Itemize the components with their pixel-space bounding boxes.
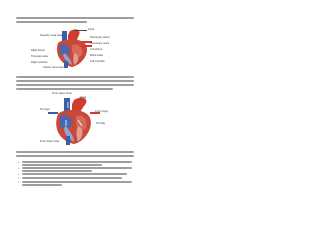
text-line xyxy=(16,88,113,90)
bullet: • xyxy=(18,176,20,180)
list-line xyxy=(22,167,132,169)
list-line xyxy=(22,184,62,186)
text-line xyxy=(16,21,87,23)
label-aorta-2: Aorta xyxy=(80,96,87,99)
list-line xyxy=(22,164,102,166)
label-inferior-vena-cava: Inferior vena cava xyxy=(43,66,64,69)
intro-paragraph xyxy=(16,17,134,25)
text-line xyxy=(16,80,134,82)
bullet: • xyxy=(18,172,20,176)
label-from-upper-body: From upper body xyxy=(52,92,72,95)
label-left-atrium: Left atrium xyxy=(90,48,103,51)
bullet: • xyxy=(18,180,20,184)
list-line xyxy=(22,181,132,183)
label-to-body: To body xyxy=(96,122,106,125)
label-tricuspid-valve: Tricuspid valve xyxy=(31,55,49,58)
label-pulmonary-veins: Pulmonary veins xyxy=(90,42,110,45)
label-left-ventricle: Left ventricle xyxy=(90,60,105,63)
label-right-atrium: Right atrium xyxy=(31,49,45,52)
list-line xyxy=(22,173,127,175)
label-to-lungs: To lungs xyxy=(40,108,50,111)
bottom-paragraph xyxy=(16,151,134,159)
text-line xyxy=(16,155,134,157)
middle-paragraph xyxy=(16,76,134,92)
label-aorta: Aorta xyxy=(88,28,95,31)
text-line xyxy=(16,151,134,153)
label-from-lungs: From lungs xyxy=(95,110,108,113)
label-mitral-valve: Mitral valve xyxy=(90,54,104,57)
label-right-ventricle: Right ventricle xyxy=(31,61,48,64)
list-line xyxy=(22,170,92,172)
label-superior-vena-cava: Superior vena cava xyxy=(40,34,63,37)
text-line xyxy=(16,84,134,86)
text-line xyxy=(16,17,134,19)
bullet: • xyxy=(18,166,20,170)
label-from-lower-body: From lower body xyxy=(40,140,60,143)
label-pulmonary-artery: Pulmonary artery xyxy=(90,36,110,39)
bullet: • xyxy=(18,160,20,164)
list-line xyxy=(22,177,122,179)
text-line xyxy=(16,76,134,78)
blood-flow-figure xyxy=(38,96,110,146)
list-line xyxy=(22,161,132,163)
